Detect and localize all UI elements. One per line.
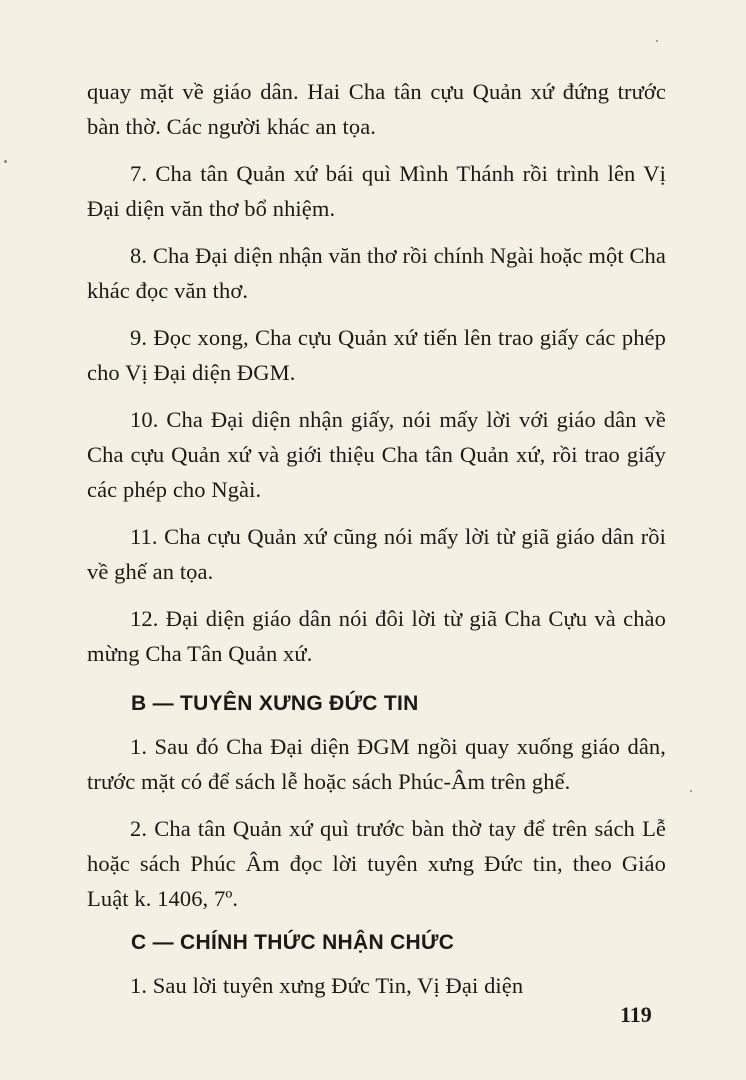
paragraph-item-11: 11. Cha cựu Quản xứ cũng nói mấy lời từ giã giáo dân rồi về ghế an tọa. bbox=[87, 524, 666, 584]
section-heading-b: B — TUYÊN XƯNG ĐỨC TIN bbox=[131, 692, 419, 715]
paragraph-b-2: 2. Cha tân Quản xứ quì trước bàn thờ tay để trên sách Lễ hoặc sách Phúc Âm đọc lời tuyên xưng Đức tin, theo Giáo Luật k. 1406, 7º. bbox=[87, 816, 666, 911]
paragraph-b-1: 1. Sau đó Cha Đại diện ĐGM ngồi quay xuống giáo dân, trước mặt có để sách lễ hoặc sách Phúc-Âm trên ghế. bbox=[87, 734, 666, 794]
paragraph-continuation: quay mặt về giáo dân. Hai Cha tân cựu Quản xứ đứng trước bàn thờ. Các người khác an tọa. bbox=[87, 79, 666, 139]
paragraph-item-9: 9. Đọc xong, Cha cựu Quản xứ tiến lên trao giấy các phép cho Vị Đại diện ĐGM. bbox=[87, 325, 666, 385]
paragraph-item-12: 12. Đại diện giáo dân nói đôi lời từ giã Cha Cựu và chào mừng Cha Tân Quản xứ. bbox=[87, 606, 666, 666]
section-heading-c: C — CHÍNH THỨC NHẬN CHỨC bbox=[131, 931, 455, 954]
page-number: 119 bbox=[620, 1002, 652, 1027]
print-speck bbox=[4, 160, 7, 163]
print-speck bbox=[656, 40, 658, 42]
paragraph-c-1: 1. Sau lời tuyên xưng Đức Tin, Vị Đại diện bbox=[130, 973, 524, 998]
print-speck bbox=[690, 790, 692, 792]
paragraph-item-8: 8. Cha Đại diện nhận văn thơ rồi chính Ngài hoặc một Cha khác đọc văn thơ. bbox=[87, 243, 666, 303]
paragraph-item-10: 10. Cha Đại diện nhận giấy, nói mấy lời với giáo dân về Cha cựu Quản xứ và giới thiệu Cha tân Quản xứ, rồi trao giấy các phép cho Ngài. bbox=[87, 407, 666, 502]
paragraph-item-7: 7. Cha tân Quản xứ bái quì Mình Thánh rồi trình lên Vị Đại diện văn thơ bổ nhiệm. bbox=[87, 161, 666, 221]
